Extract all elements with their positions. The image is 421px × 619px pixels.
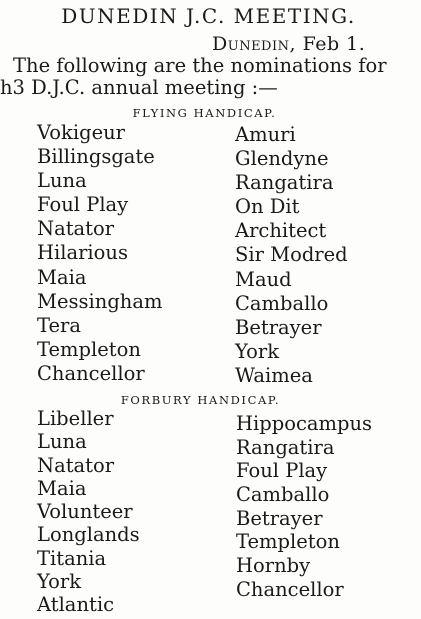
list-item: Waimea	[235, 363, 313, 387]
list-item: Camballo	[236, 483, 330, 507]
list-item: Foul Play	[236, 459, 328, 483]
list-item: Volunteer	[37, 500, 133, 524]
list-item: Hornby	[236, 554, 311, 578]
list-item: Betrayer	[235, 315, 322, 339]
dateline-date: Feb 1.	[302, 33, 366, 55]
list-item: Hilarious	[37, 241, 128, 265]
list-item: Foul Play	[37, 193, 129, 217]
list-item: Messingham	[37, 289, 163, 313]
list-item: Vokigeur	[37, 121, 125, 144]
forbury-handicap-heading: FORBURY HANDICAP.	[120, 393, 281, 407]
list-item: Camballo	[235, 291, 329, 315]
dateline	[212, 33, 365, 55]
list-item: Amuri	[235, 123, 296, 146]
list-item: Betrayer	[236, 506, 323, 530]
list-item: Chancellor	[236, 577, 344, 601]
flying-handicap-left-column	[37, 121, 162, 386]
list-item: Natator	[37, 217, 115, 241]
list-item: Sir Modred	[235, 243, 348, 267]
list-item: Rangatira	[236, 435, 335, 459]
list-item: Luna	[37, 169, 87, 193]
list-item: Libeller	[37, 407, 114, 430]
list-item: Titania	[37, 546, 107, 570]
forbury-handicap-left-column	[37, 407, 140, 617]
list-item: Architect	[235, 219, 327, 243]
list-item: Billingsgate	[37, 145, 155, 169]
dateline-place: Dunedin,	[212, 33, 297, 55]
list-item: Glendyne	[235, 147, 329, 171]
list-item: Templeton	[37, 337, 141, 361]
list-item: Longlands	[37, 523, 140, 547]
list-item: Templeton	[236, 530, 340, 554]
list-item: Maud	[235, 267, 292, 291]
list-item: Atlantic	[37, 593, 114, 617]
list-item: York	[235, 339, 280, 363]
intro-line-2: h3 D.J.C. annual meeting :—	[0, 76, 278, 99]
list-item: Maia	[37, 476, 87, 500]
article-headline: DUNEDIN J.C. MEETING.	[61, 4, 356, 28]
list-item: Rangatira	[235, 171, 334, 195]
flying-handicap-right-column	[235, 123, 348, 388]
list-item: Maia	[37, 265, 87, 289]
list-item: Hippocampus	[236, 412, 373, 435]
forbury-handicap-right-column	[236, 412, 372, 602]
intro-line-1: The following are the nominations for	[13, 54, 387, 77]
list-item: Natator	[37, 453, 115, 477]
list-item: On Dit	[235, 195, 300, 219]
flying-handicap-heading: FLYING HANDICAP.	[132, 106, 277, 120]
list-item: York	[37, 570, 82, 594]
list-item: Luna	[37, 430, 87, 454]
list-item: Chancellor	[37, 361, 145, 385]
list-item: Tera	[37, 313, 81, 337]
